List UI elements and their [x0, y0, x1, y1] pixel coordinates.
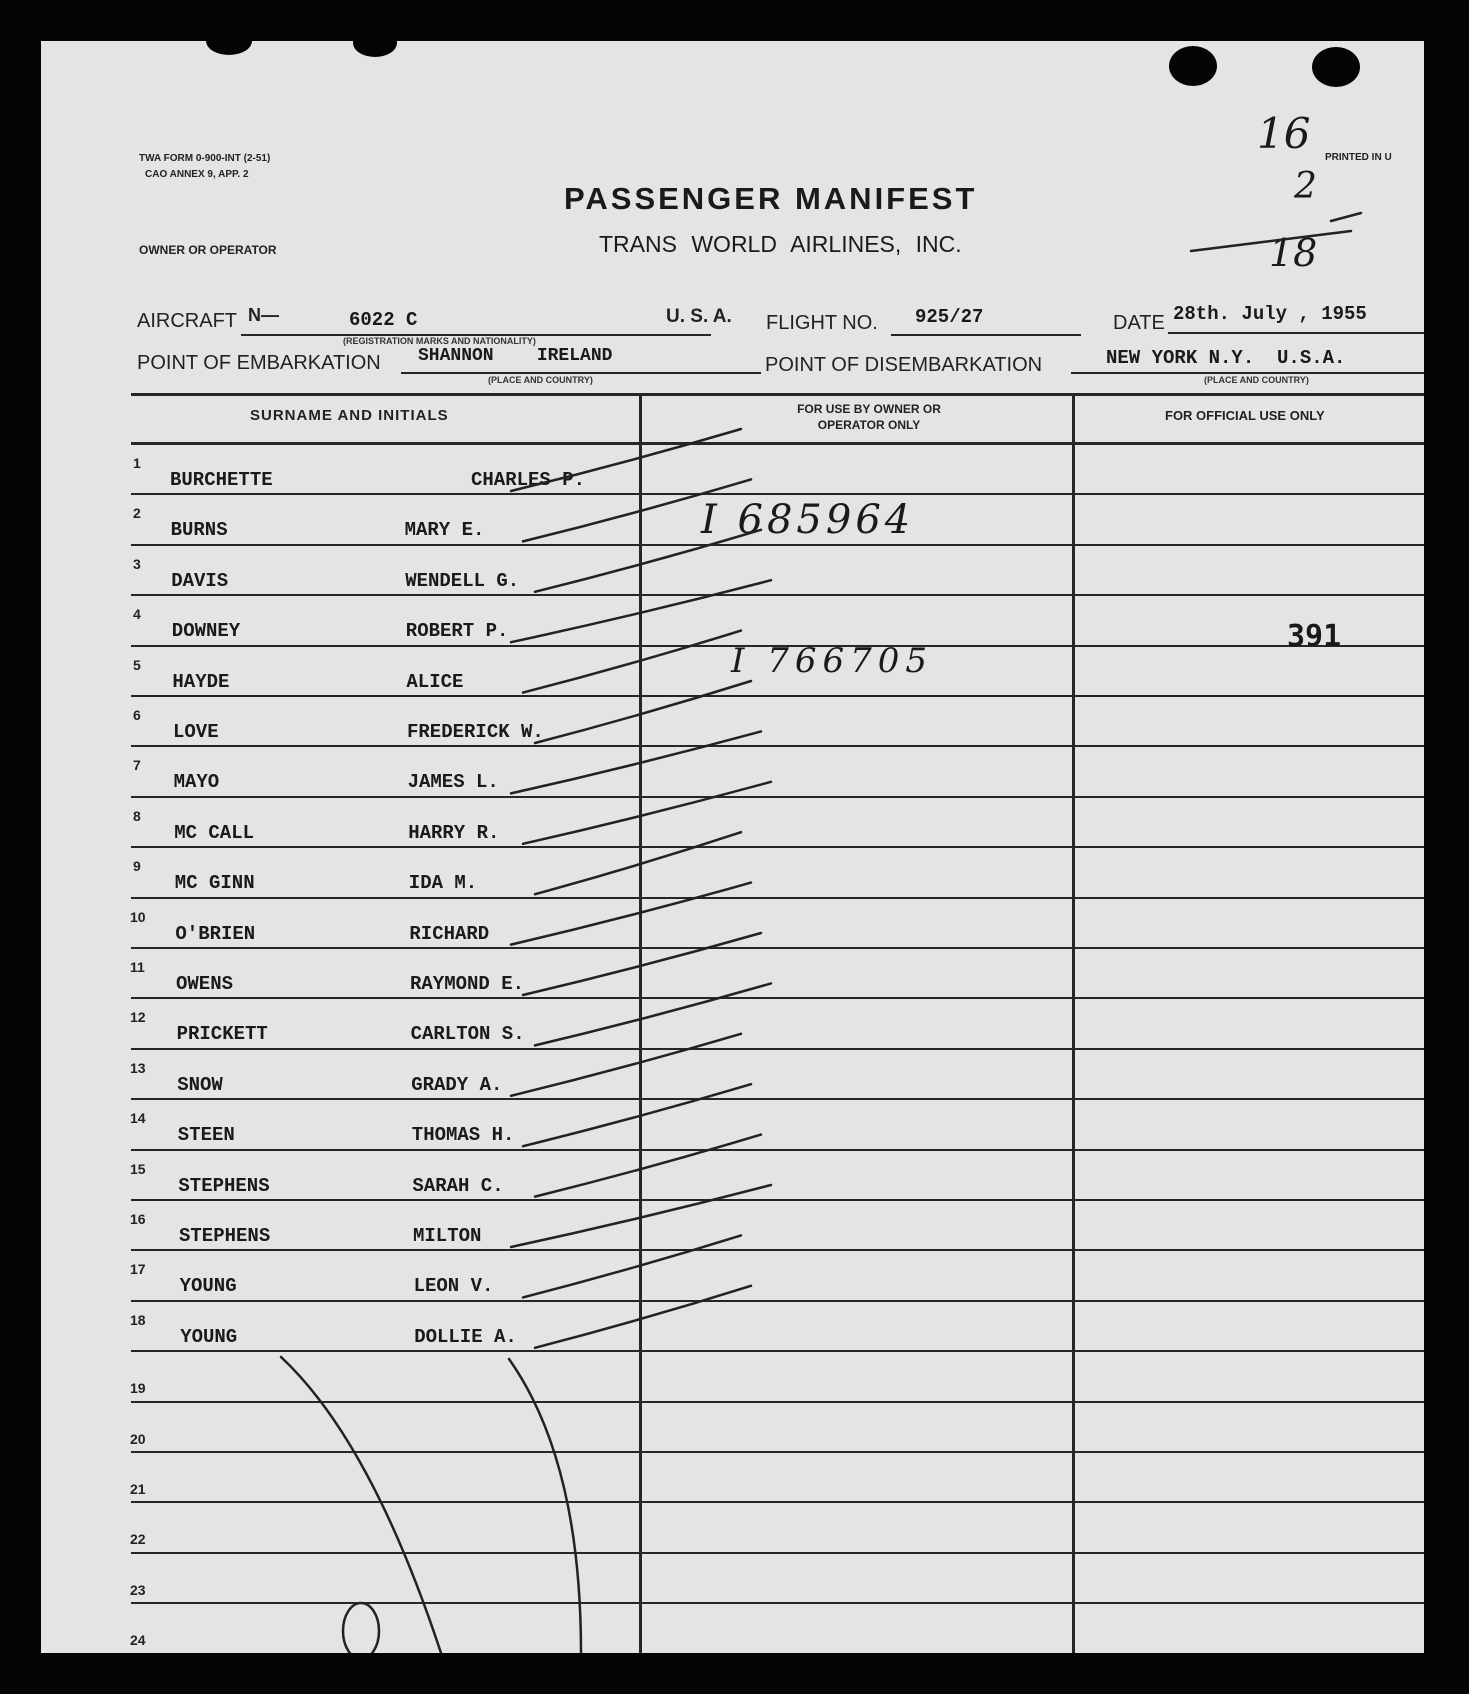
row-number: 13 — [130, 1059, 146, 1076]
passenger-surname: O'BRIEN — [175, 922, 256, 945]
row-rule — [131, 594, 1424, 596]
check-stroke — [535, 983, 771, 1045]
passenger-initials: THOMAS H. — [411, 1124, 515, 1147]
strike-stroke — [509, 1359, 581, 1653]
passenger-surname: BURNS — [170, 519, 228, 542]
aircraft-value: 6022 C — [349, 309, 418, 331]
passenger-surname: STEPHENS — [178, 1174, 270, 1197]
owner-operator-label: OWNER OR OPERATOR — [139, 243, 277, 257]
row-rule — [131, 846, 1424, 848]
embarkation-label: POINT OF EMBARKATION — [137, 352, 381, 374]
passenger-initials: HARRY R. — [408, 821, 500, 844]
check-stroke — [523, 1084, 751, 1146]
row-number: 2 — [133, 505, 141, 522]
check-stroke — [523, 1235, 741, 1297]
row-number: 20 — [130, 1430, 146, 1447]
passenger-initials: CHARLES P. — [471, 469, 586, 491]
passenger-surname: MAYO — [173, 771, 220, 794]
column-divider — [1072, 393, 1075, 1653]
passenger-surname: YOUNG — [179, 1275, 237, 1298]
check-stroke — [523, 782, 771, 844]
row-rule — [131, 544, 1424, 546]
column-divider — [639, 393, 642, 1653]
passenger-surname: SNOW — [177, 1073, 223, 1096]
punch-hole — [206, 41, 252, 55]
row-rule — [131, 1149, 1424, 1151]
check-stroke — [511, 883, 751, 945]
official-number: 391 — [1287, 619, 1342, 654]
passenger-surname: DOWNEY — [171, 620, 241, 643]
row-number: 7 — [133, 757, 141, 774]
row-number: 19 — [130, 1380, 146, 1397]
passenger-surname: LOVE — [173, 721, 219, 743]
handwritten-count-total: 18 — [1269, 231, 1318, 275]
check-stroke — [535, 1135, 761, 1197]
row-number: 1 — [133, 455, 141, 471]
row-rule — [131, 1552, 1424, 1554]
check-stroke — [523, 631, 741, 693]
table-top-rule — [131, 393, 1424, 396]
check-stroke — [535, 1286, 751, 1348]
passenger-initials: ALICE — [406, 670, 464, 693]
row-number: 21 — [130, 1481, 146, 1497]
aircraft-label: AIRCRAFT — [137, 310, 237, 332]
passenger-initials: RAYMOND E. — [410, 973, 525, 995]
passenger-surname: STEEN — [177, 1124, 235, 1147]
handwritten-count-top: 16 — [1257, 109, 1311, 158]
row-rule — [131, 493, 1424, 495]
check-stroke — [511, 1034, 741, 1096]
page-title: PASSENGER MANIFEST — [564, 181, 978, 216]
row-rule — [131, 947, 1424, 949]
embarkation-caption: (PLACE AND COUNTRY) — [488, 375, 593, 385]
row-number: 10 — [130, 908, 146, 925]
manifest-sheet — [41, 41, 1424, 1653]
row-number: 14 — [130, 1110, 146, 1127]
handwritten-count-mid: 2 — [1294, 166, 1317, 207]
embarkation-underline — [401, 372, 761, 374]
row-rule — [131, 1098, 1424, 1100]
passenger-surname: STEPHENS — [179, 1225, 271, 1247]
disembarkation-underline — [1071, 372, 1424, 374]
row-number: 4 — [133, 606, 141, 623]
row-number: 11 — [130, 959, 145, 975]
passenger-initials: LEON V. — [413, 1275, 494, 1298]
disembarkation-caption: (PLACE AND COUNTRY) — [1204, 375, 1309, 385]
flight-label: FLIGHT NO. — [766, 312, 878, 334]
date-underline — [1168, 332, 1424, 334]
passenger-initials: IDA M. — [408, 872, 478, 895]
row-rule — [131, 1199, 1424, 1201]
passenger-initials: ROBERT P. — [405, 620, 509, 643]
row-rule — [131, 1249, 1424, 1251]
passenger-surname: DAVIS — [171, 569, 229, 592]
passenger-initials: MARY E. — [404, 519, 485, 542]
passenger-initials: SARAH C. — [412, 1174, 504, 1197]
passenger-surname: MC GINN — [174, 872, 255, 895]
row-number: 15 — [130, 1160, 146, 1177]
owner-note-row-2: I 685964 — [701, 497, 915, 543]
row-number: 23 — [130, 1581, 146, 1598]
punch-hole — [1169, 46, 1217, 86]
owner-note-row-5: I 766705 — [731, 641, 934, 681]
row-rule — [131, 1350, 1424, 1352]
passenger-initials: DOLLIE A. — [414, 1325, 517, 1348]
date-label: DATE — [1113, 312, 1165, 334]
passenger-surname: YOUNG — [180, 1325, 238, 1348]
table-header-rule — [131, 442, 1424, 445]
row-rule — [131, 1602, 1424, 1604]
row-rule — [131, 1048, 1424, 1050]
row-number: 9 — [133, 858, 141, 875]
nationality: U. S. A. — [666, 306, 732, 327]
row-rule — [131, 997, 1424, 999]
row-rule — [131, 695, 1424, 697]
row-rule — [131, 897, 1424, 899]
embarkation-value: SHANNON IRELAND — [418, 346, 613, 366]
printed-in-label: PRINTED IN U — [1325, 152, 1392, 163]
initial-mark — [343, 1603, 379, 1653]
passenger-initials: CARLTON S. — [410, 1023, 525, 1046]
passenger-surname: PRICKETT — [176, 1023, 268, 1046]
passenger-surname: HAYDE — [172, 670, 230, 693]
row-rule — [131, 796, 1424, 798]
row-number: 22 — [130, 1531, 146, 1548]
flight-underline — [891, 334, 1081, 336]
passenger-surname: MC CALL — [174, 821, 255, 844]
registration-caption: (REGISTRATION MARKS AND NATIONALITY) — [343, 336, 536, 346]
column-header-owner: FOR USE BY OWNER OR OPERATOR ONLY — [797, 402, 941, 432]
check-stroke — [535, 681, 751, 743]
airline-name: TRANS WORLD AIRLINES, INC. — [599, 231, 962, 257]
check-stroke — [535, 832, 741, 894]
aircraft-prefix: N— — [248, 305, 279, 325]
row-number: 17 — [130, 1261, 146, 1278]
passenger-initials: MILTON — [413, 1225, 482, 1247]
check-stroke — [511, 731, 761, 793]
row-number: 16 — [130, 1211, 146, 1227]
check-stroke — [523, 933, 761, 995]
row-rule — [131, 1451, 1424, 1453]
punch-hole — [353, 41, 397, 57]
disembarkation-label: POINT OF DISEMBARKATION — [765, 354, 1043, 376]
date-value: 28th. July , 1955 — [1173, 303, 1367, 325]
column-header-surname: SURNAME AND INITIALS — [250, 407, 449, 424]
row-number: 24 — [130, 1632, 146, 1649]
column-header-official: FOR OFFICIAL USE ONLY — [1165, 408, 1325, 423]
row-number: 6 — [133, 707, 141, 723]
passenger-initials: RICHARD — [409, 922, 490, 945]
annex-label: CAO ANNEX 9, APP. 2 — [145, 169, 249, 180]
passenger-initials: FREDERICK W. — [407, 721, 544, 743]
punch-hole — [1312, 47, 1360, 87]
passenger-surname: BURCHETTE — [170, 469, 273, 491]
row-number: 3 — [133, 555, 141, 572]
row-number: 5 — [133, 656, 141, 673]
passenger-surname: OWENS — [176, 973, 234, 995]
passenger-initials: GRADY A. — [411, 1073, 503, 1096]
flight-value: 925/27 — [915, 306, 984, 328]
row-rule — [131, 1401, 1424, 1403]
form-number: TWA FORM 0-900-INT (2-51) — [139, 153, 271, 164]
row-rule — [131, 1300, 1424, 1302]
row-rule — [131, 1501, 1424, 1503]
disembarkation-value: NEW YORK N.Y. U.S.A. — [1106, 347, 1346, 369]
passenger-initials: WENDELL G. — [405, 569, 520, 592]
row-rule — [131, 745, 1424, 747]
row-number: 8 — [133, 807, 141, 824]
passenger-initials: JAMES L. — [407, 771, 499, 794]
row-number: 18 — [130, 1311, 146, 1328]
row-number: 12 — [130, 1009, 146, 1026]
